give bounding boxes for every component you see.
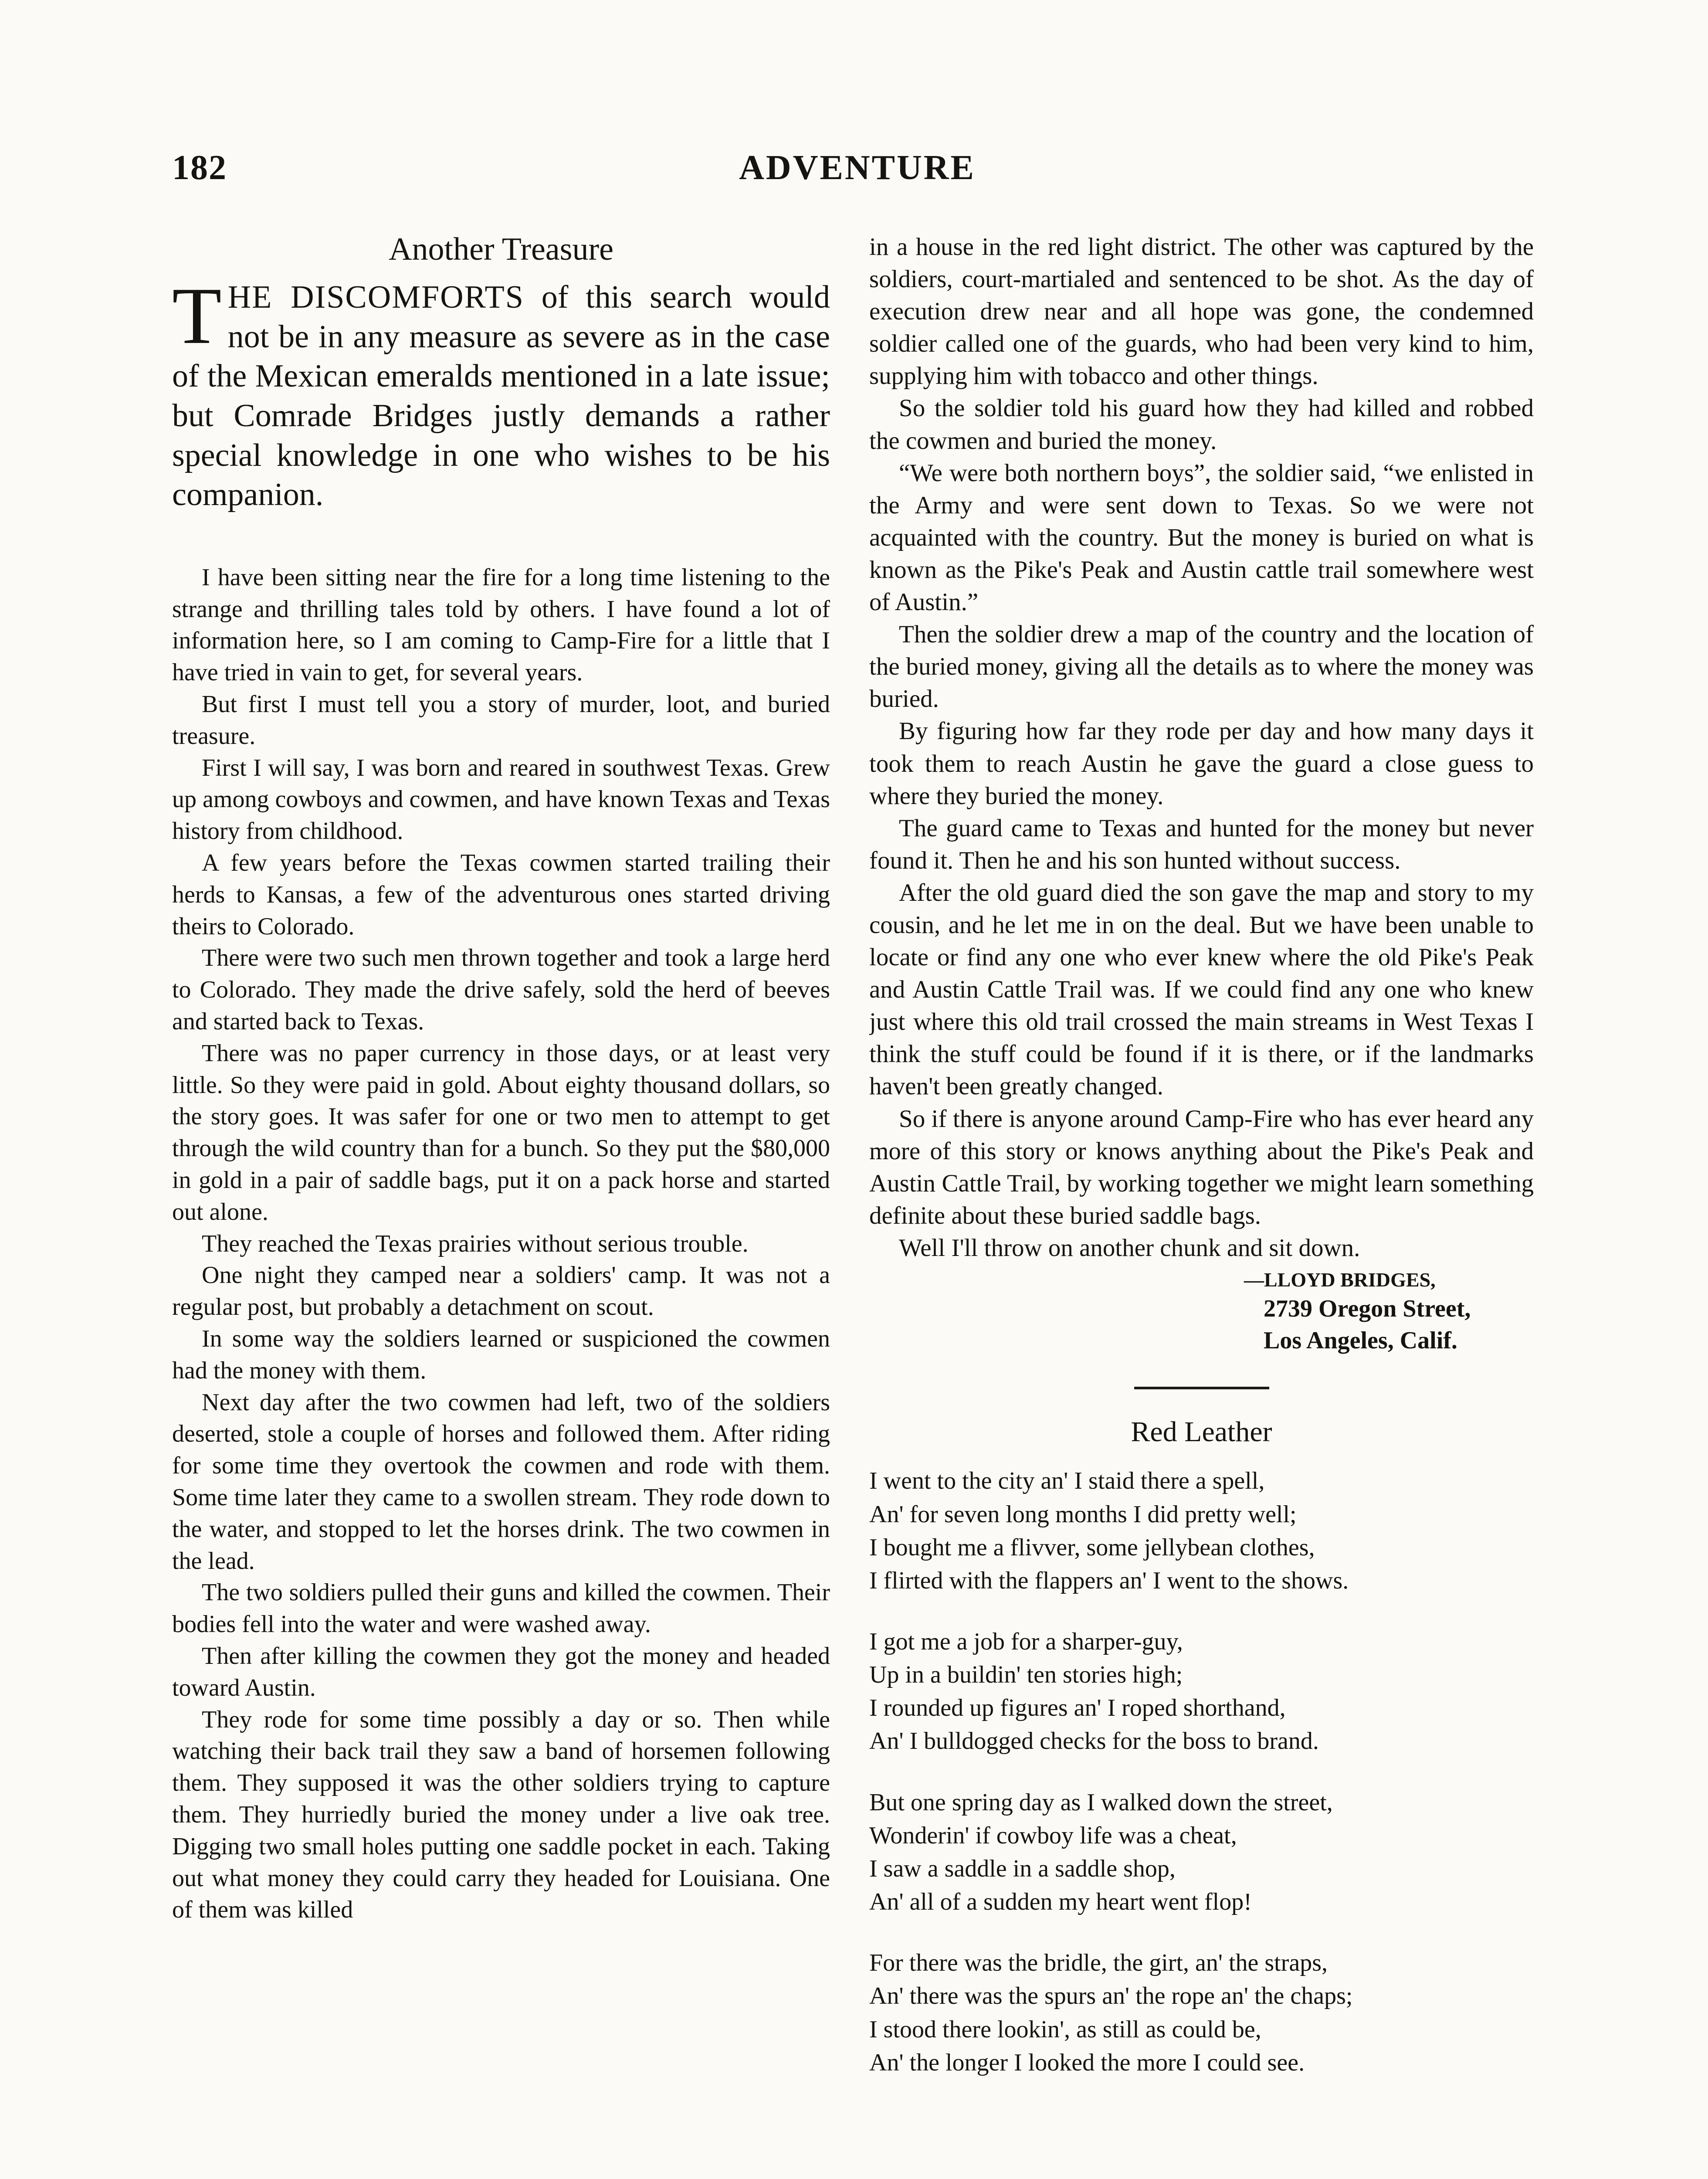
poem-line: I saw a saddle in a saddle shop, (869, 1855, 1176, 1882)
paragraph: They rode for some time possibly a day or so. Then while watching their back trail they saw a band of horsemen following them. They supposed it was the other soldiers trying to capture them. They hurriedly buried the money under a live oak tree. Digging two small holes putting one saddle pocket in each. Taking out what money they could carry they headed for Louisiana. One of them was killed (172, 1706, 830, 1924)
paragraph: So if there is anyone around Camp-Fire who has ever heard any more of this story or knows anything about the Pike's Peak and Austin Cattle Trail, by working together we might learn something definite about these buried saddle bags. (869, 1105, 1534, 1229)
drop-cap: T (172, 271, 222, 361)
page-number: 182 (172, 149, 227, 187)
paragraph: I have been sitting near the fire for a long time listening to the strange and thrilling tales told by others. I have found a lot of information here, so I am coming to Camp-Fire for a little that I have tried in vain to get, for several years. (172, 563, 830, 686)
poem-line: An' all of a sudden my heart went flop! (869, 1888, 1252, 1916)
intro-smallcaps: HE DISCOMFORTS (227, 279, 524, 315)
article-body-left (172, 562, 830, 1926)
paragraph: A few years before the Texas cowmen started trailing their herds to Kansas, a few of the adventurous ones started driving theirs to Colorado. (172, 849, 830, 940)
poem-line: An' the longer I looked the more I could see. (869, 2049, 1305, 2076)
paragraph: The guard came to Texas and hunted for the money but never found it. Then he and his son hunted without success. (869, 814, 1534, 874)
paragraph: There were two such men thrown together and took a large herd to Colorado. They made the drive safely, sold the herd of beeves and started back to Texas. (172, 944, 830, 1035)
paragraph: So the soldier told his guard how they had killed and robbed the cowmen and buried the money. (869, 394, 1534, 455)
poem-line: An' I bulldogged checks for the boss to brand. (869, 1728, 1319, 1755)
poem-line: I bought me a flivver, some jellybean clothes, (869, 1534, 1315, 1561)
poem-title: Red Leather (1131, 1416, 1272, 1448)
paragraph: In some way the soldiers learned or suspicioned the cowmen had the money with them. (172, 1325, 830, 1384)
running-head-title: ADVENTURE (739, 149, 976, 187)
poem-stanza (869, 1946, 1534, 2079)
signature-street: 2739 Oregon Street, (1264, 1295, 1471, 1322)
poem-stanza (869, 1625, 1534, 1758)
poem-line: I got me a job for a sharper-guy, (869, 1628, 1183, 1656)
signature-name: —LLOYD BRIDGES, (1244, 1269, 1436, 1291)
poem-line: An' for seven long months I did pretty well; (869, 1500, 1297, 1528)
poem-line: Wonderin' if cowboy life was a cheat, (869, 1822, 1237, 1849)
poem-line: I rounded up figures an' I roped shorthand, (869, 1694, 1286, 1722)
article-intro (172, 271, 830, 515)
signature-block (869, 1267, 1534, 1356)
paragraph: There was no paper currency in those days, or at least very little. So they were paid in gold. About eighty thousand dollars, so the story goes. It was safer for one or two men to attempt to get through the wild country than for a bunch. So they put the $80,000 in gold in a pair of saddle bags, put it on a pack horse and started out alone. (172, 1039, 830, 1225)
paragraph: Then after killing the cowmen they got the money and headed toward Austin. (172, 1642, 830, 1701)
paragraph: First I will say, I was born and reared in southwest Texas. Grew up among cowboys and cowmen, and have known Texas and Texas history from childhood. (172, 754, 830, 845)
paragraph: But first I must tell you a story of murder, loot, and buried treasure. (172, 691, 830, 750)
paragraph: “We were both northern boys”, the soldier said, “we enlisted in the Army and were sent down to Texas. So we were not acquainted with the country. But the money is buried on what is known as the Pike's Peak and Austin cattle trail somewhere west of Austin.” (869, 459, 1534, 616)
paragraph: Next day after the two cowmen had left, two of the soldiers deserted, stole a couple of horses and followed them. After riding for some time they overtook the cowmen and rode with them. Some time later they came to a swollen stream. They rode down to the water, and stopped to let the horses drink. The two cowmen in the lead. (172, 1388, 830, 1575)
paragraph: The two soldiers pulled their guns and killed the cowmen. Their bodies fell into the water and were washed away. (172, 1579, 830, 1638)
poem-line: Up in a buildin' ten stories high; (869, 1661, 1183, 1689)
paragraph: One night they camped near a soldiers' camp. It was not a regular post, but probably a detachment on scout. (172, 1262, 830, 1321)
poem-stanza (869, 1786, 1534, 1919)
intro-text: of this search would not be in any measure as severe as in the case of the Mexican emeralds mentioned in a late issue; but Comrade Bridges justly demands a rather special knowledge in one who wishes to be his companion. (172, 279, 830, 513)
poem-stanza (869, 1464, 1534, 1597)
right-column (869, 231, 1534, 2179)
poem-line: For there was the bridle, the girt, an' the straps, (869, 1949, 1328, 1977)
section-divider (1134, 1387, 1269, 1389)
signature-city: Los Angeles, Calif. (1264, 1327, 1457, 1354)
left-column (172, 231, 830, 2179)
poem-line: I went to the city an' I staid there a spell, (869, 1467, 1265, 1495)
paragraph: Then the soldier drew a map of the country and the location of the buried money, giving all the details as to where the money was buried. (869, 621, 1534, 713)
poem-line: But one spring day as I walked down the street, (869, 1789, 1333, 1816)
paragraph: By figuring how far they rode per day and how many days it took them to reach Austin he gave the guard a close guess to where they buried the money. (869, 717, 1534, 810)
page-header (172, 148, 1542, 200)
paragraph: After the old guard died the son gave the map and story to my cousin, and he let me in on the deal. But we have been unable to locate or find any one who ever knew where the old Pike's Peak and Austin Cattle Trail was. If we could find any one who knew just where this old trail crossed the main streams in West Texas I think the stuff could be found if it is there, or if the landmarks haven't been greatly changed. (869, 879, 1534, 1100)
poem-line: I flirted with the flappers an' I went to the shows. (869, 1567, 1349, 1594)
article-body-right (869, 231, 1534, 1264)
paragraph: They reached the Texas prairies without serious trouble. (202, 1230, 749, 1257)
paragraph-continued: in a house in the red light district. The other was captured by the soldiers, court-martialed and sentenced to be shot. As the day of execution drew near and all hope was gone, the condemned soldier called one of the guards, who had been very kind to him, supplying him with tobacco and other things. (869, 233, 1534, 390)
paragraph: Well I'll throw on another chunk and sit down. (899, 1234, 1360, 1262)
poem-line: I stood there lookin', as still as could be, (869, 2016, 1261, 2043)
poem-line: An' there was the spurs an' the rope an' the chaps; (869, 1982, 1353, 2010)
article-heading: Another Treasure (389, 231, 613, 267)
